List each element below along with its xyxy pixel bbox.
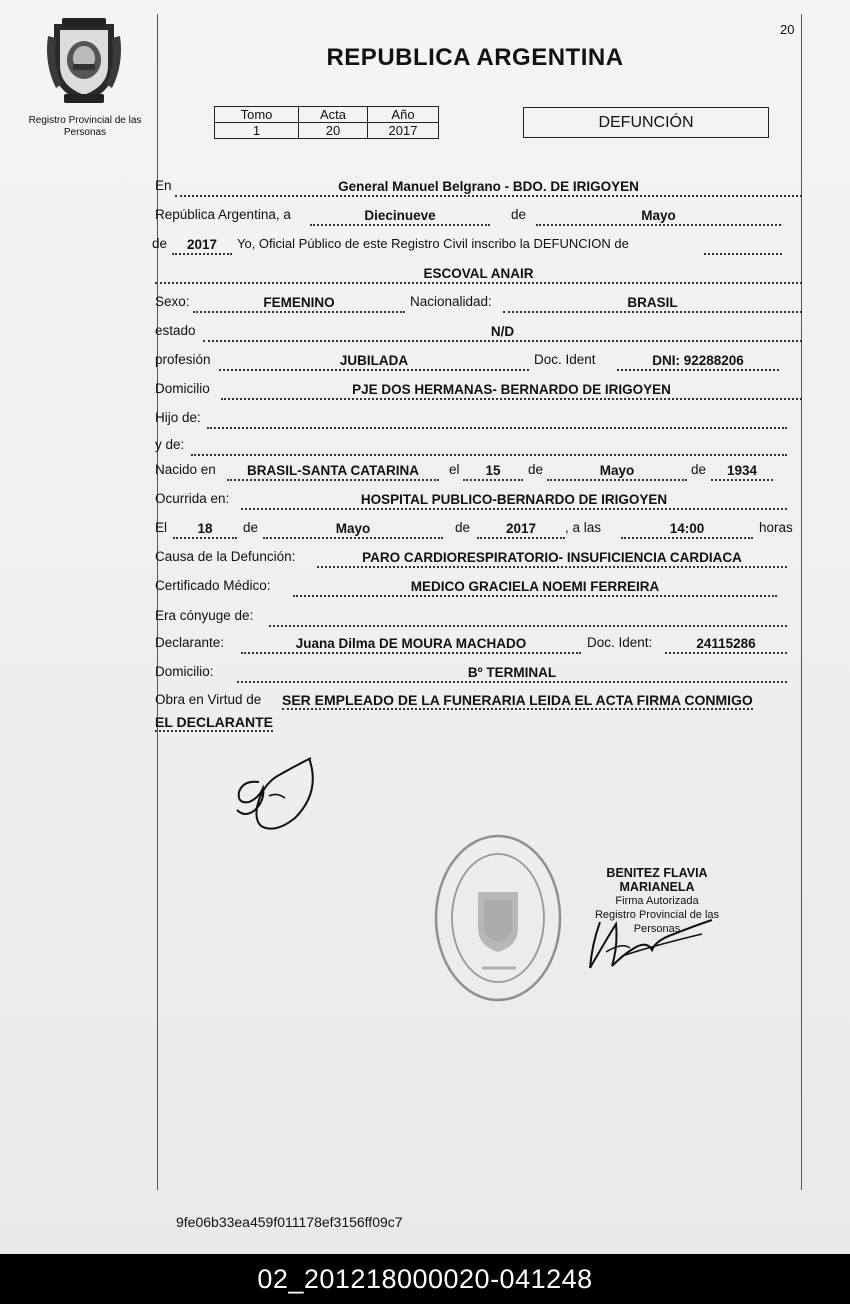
death-time-value: 14:00 — [621, 522, 753, 539]
domicilio-label: Domicilio — [155, 381, 210, 396]
horas-label: horas — [759, 520, 793, 535]
nacido-value: BRASIL-SANTA CATARINA — [227, 464, 439, 481]
causa-value: PARO CARDIORESPIRATORIO- INSUFICIENCIA CARDIACA — [317, 551, 787, 568]
causa-label: Causa de la Defunción: — [155, 549, 296, 564]
hijo-value — [207, 412, 787, 429]
yde-label: y de: — [155, 437, 185, 452]
death-day-value: 18 — [173, 522, 237, 539]
death-year-value: 2017 — [477, 522, 565, 539]
ref-value-acta: 20 — [299, 123, 368, 139]
nacido-label: Nacido en — [155, 462, 216, 477]
ref-header-acta: Acta — [299, 107, 368, 123]
doc2-value: 24115286 — [665, 637, 787, 654]
nacionalidad-label: Nacionalidad: — [410, 294, 492, 309]
declarante-value: Juana Dilma DE MOURA MACHADO — [241, 637, 581, 654]
yde-value — [191, 439, 787, 456]
alas-label: , a las — [565, 520, 602, 535]
coat-of-arms-logo — [42, 14, 126, 106]
en-value: General Manuel Belgrano - BDO. DE IRIGOYEN — [175, 180, 802, 197]
ocurrida-value: HOSPITAL PUBLICO-BERNARDO DE IRIGOYEN — [241, 493, 787, 510]
reference-table — [214, 106, 439, 139]
obra-label: Obra en Virtud de — [155, 692, 262, 707]
cert-value: MEDICO GRACIELA NOEMI FERREIRA — [293, 580, 777, 597]
domicilio-value: PJE DOS HERMANAS- BERNARDO DE IRIGOYEN — [221, 383, 802, 400]
officer-signature — [582, 912, 722, 978]
official-stamp — [430, 826, 570, 1006]
sexo-value: FEMENINO — [193, 296, 405, 313]
officer-role: Firma Autorizada — [615, 895, 699, 907]
ocurrida-label: Ocurrida en: — [155, 491, 230, 506]
page-title: REPUBLICA ARGENTINA — [326, 44, 624, 71]
el-label: el — [449, 462, 460, 477]
doc2-label: Doc. Ident: — [587, 635, 653, 650]
estado-value: N/D — [203, 325, 802, 342]
profesion-label: profesión — [155, 352, 211, 367]
de6-label: de — [455, 520, 471, 535]
sexo-label: Sexo: — [155, 294, 190, 309]
de2-label: de — [152, 236, 168, 251]
birth-year-value: 1934 — [711, 464, 773, 481]
day-text-value: Diecinueve — [310, 209, 490, 226]
oficial-text: Yo, Oficial Público de este Registro Civil inscribo la DEFUNCION de — [237, 236, 629, 251]
birth-day-value: 15 — [463, 464, 523, 481]
obra-value-1: SER EMPLEADO DE LA FUNERARIA LEIDA EL ACTA FIRMA CONMIGO — [282, 692, 753, 708]
cert-label: Certificado Médico: — [155, 578, 271, 593]
ref-header-tomo: Tomo — [215, 107, 299, 123]
document-id-bar: 02_201218000020-041248 — [0, 1254, 850, 1304]
domicilio2-value: Bº TERMINAL — [237, 666, 787, 683]
republica-label: República Argentina, a — [155, 207, 291, 222]
page-number: 20 — [780, 22, 795, 37]
en-label: En — [155, 178, 172, 193]
oficial-dots — [704, 238, 782, 255]
doc-value: DNI: 92288206 — [617, 354, 779, 371]
ref-header-ano: Año — [368, 107, 439, 123]
de5-label: de — [243, 520, 259, 535]
ref-value-tomo: 1 — [215, 123, 299, 139]
hijo-label: Hijo de: — [155, 410, 201, 425]
death-month-value: Mayo — [263, 522, 443, 539]
document-hash: 9fe06b33ea459f011178ef3156ff09c7 — [176, 1214, 403, 1230]
birth-month-value: Mayo — [547, 464, 687, 481]
conyuge-label: Era cónyuge de: — [155, 608, 254, 623]
registry-label: Registro Provincial de las Personas — [28, 115, 142, 138]
doc-label: Doc. Ident — [534, 352, 596, 367]
domicilio2-label: Domicilio: — [155, 664, 214, 679]
de-label: de — [511, 207, 527, 222]
estado-label: estado — [155, 323, 196, 338]
year-value: 2017 — [172, 238, 232, 255]
ref-value-ano: 2017 — [368, 123, 439, 139]
officer-name: BENITEZ FLAVIA MARIANELA — [606, 866, 708, 894]
el2-label: El — [155, 520, 168, 535]
de3-label: de — [528, 462, 544, 477]
act-type-box: DEFUNCIÓN — [523, 107, 769, 138]
officer-org: Registro Provincial de las Personas — [594, 909, 720, 935]
declarant-signature — [225, 752, 325, 836]
nacionalidad-value: BRASIL — [503, 296, 802, 313]
conyuge-value — [269, 610, 787, 627]
declarante-label: Declarante: — [155, 635, 225, 650]
obra-value-2: EL DECLARANTE — [155, 714, 273, 730]
de4-label: de — [691, 462, 707, 477]
deceased-name: ESCOVAL ANAIR — [155, 267, 802, 284]
month-value: Mayo — [536, 209, 781, 226]
profesion-value: JUBILADA — [219, 354, 529, 371]
